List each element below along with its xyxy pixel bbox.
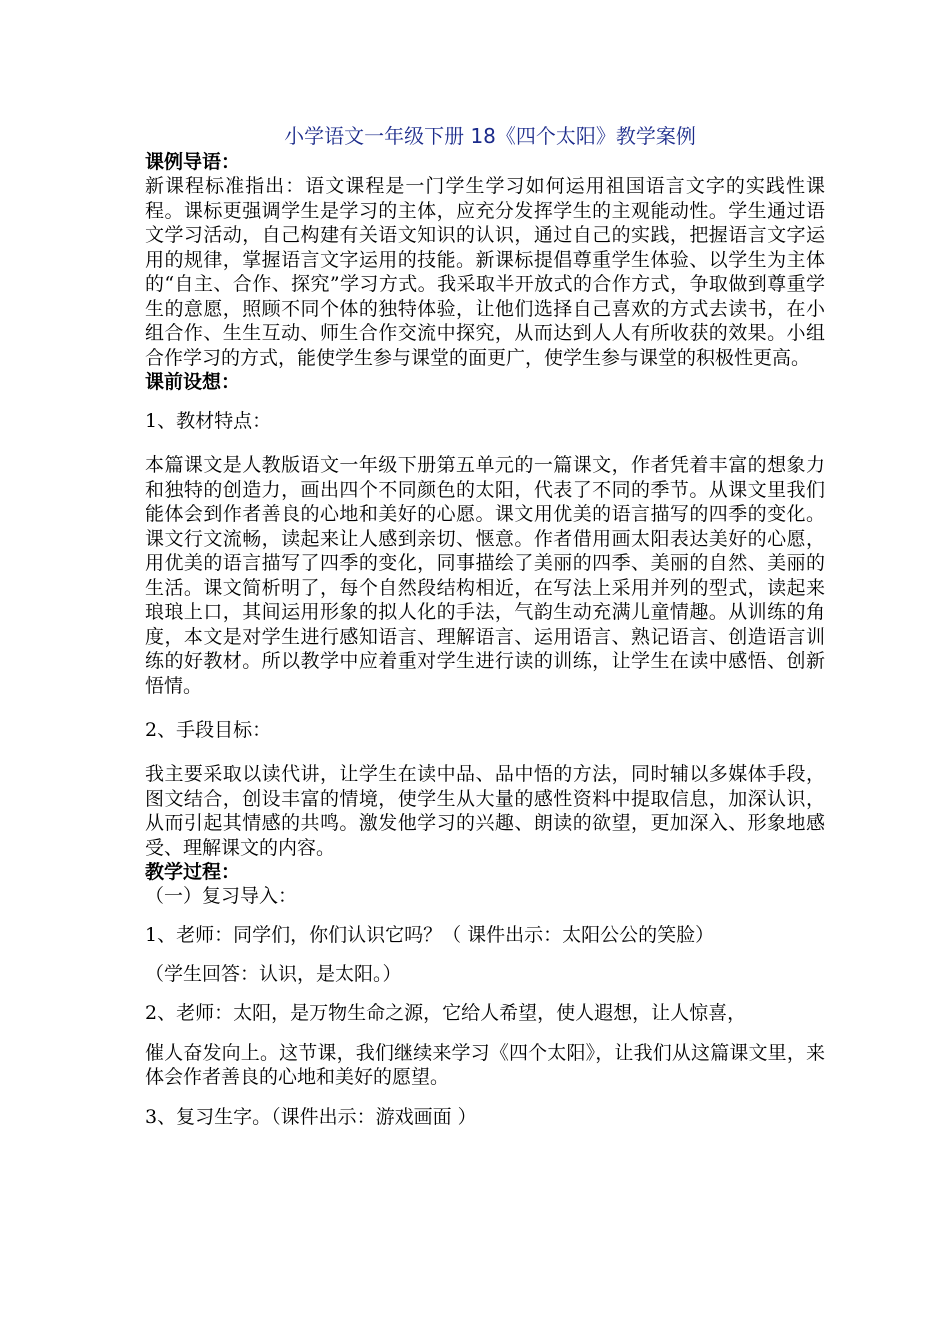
step-3: 3、复习生字。（课件出示：游戏画面 ） — [145, 1105, 477, 1128]
review-intro-subheading: （一）复习导入： — [145, 885, 298, 907]
step-1: 1、老师：同学们，你们认识它吗？（ 课件出示：太阳公公的笑脸） — [145, 924, 715, 946]
document-title: 小学语文一年级下册 18《四个太阳》教学案例 — [284, 124, 696, 148]
pre-heading: 课前设想： — [145, 371, 241, 393]
step-2-line-1: 2、老师：太阳，是万物生命之源，它给人希望，使人遐想，让人惊喜， — [145, 1002, 747, 1024]
step-2-continued: 催人奋发向上。这节课，我们继续来学习《四个太阳》，让我们从这篇课文里，来体会作者善良的心地和美好的愿望。 — [145, 1041, 825, 1088]
intro-heading: 课例导语： — [145, 151, 241, 173]
intro-paragraph: 新课程标准指出：语文课程是一门学生学习如何运用祖国语言文字的实践性课程。课标更强调学生是学习的主体，应充分发挥学生的主观能动性。学生通过语文学习活动，自己构建有关语文知识的认识，通过自己的实践，把握语言文字运用的规律，掌握语言文字运用的技能。新课标提倡尊重学生体验、以学生为主体的“自主、合作、探究”学习方式。我采取半开放式的合作方式，争取做到尊重学生的意愿，照顾不同个体的独特体验，让他们选择自己喜欢的方式去读书，在小组合作、生生互动、师生合作交流中探究，从而达到人人有所收获的效果。小组合作学习的方式，能使学生参与课堂的面更广，使学生参与课堂的积极性更高。 — [145, 175, 825, 369]
method-goal-item: 2、手段目标： — [145, 719, 272, 741]
step-1-answer: （学生回答：认识，是太阳。） — [145, 963, 402, 985]
method-goal-paragraph: 我主要采取以读代讲，让学生在读中品、品中悟的方法，同时辅以多媒体手段，图文结合，创设丰富的情境，使学生从大量的感性资料中提取信息，加深认识，从而引起其情感的共鸣。激发他学习的兴趣、朗读的欲望，更加深入、形象地感受、理解课文的内容。 — [145, 763, 825, 859]
document-body — [145, 122, 825, 1129]
process-heading: 教学过程： — [145, 861, 241, 883]
material-features-paragraph: 本篇课文是人教版语文一年级下册第五单元的一篇课文，作者凭着丰富的想象力和独特的创造力，画出四个不同颜色的太阳，代表了不同的季节。从课文里我们能体会到作者善良的心地和美好的心愿。课文用优美的语言描写的四季的变化。课文行文流畅，读起来让人感到亲切、惬意。作者借用画太阳表达美好的心愿，用优美的语言描写了四季的变化，同事描绘了美丽的四季、美丽的自然、美丽的生活。课文简析明了，每个自然段结构相近，在写法上采用并列的型式，读起来琅琅上口，其间运用形象的拟人化的手法，气韵生动充满儿童情趣。从训练的角度，本文是对学生进行感知语言、理解语言、运用语言、熟记语言、创造语言训练的好教材。所以教学中应着重对学生进行读的训练，让学生在读中感悟、创新悟情。 — [145, 454, 825, 697]
material-features-item: 1、教材特点： — [145, 410, 272, 432]
